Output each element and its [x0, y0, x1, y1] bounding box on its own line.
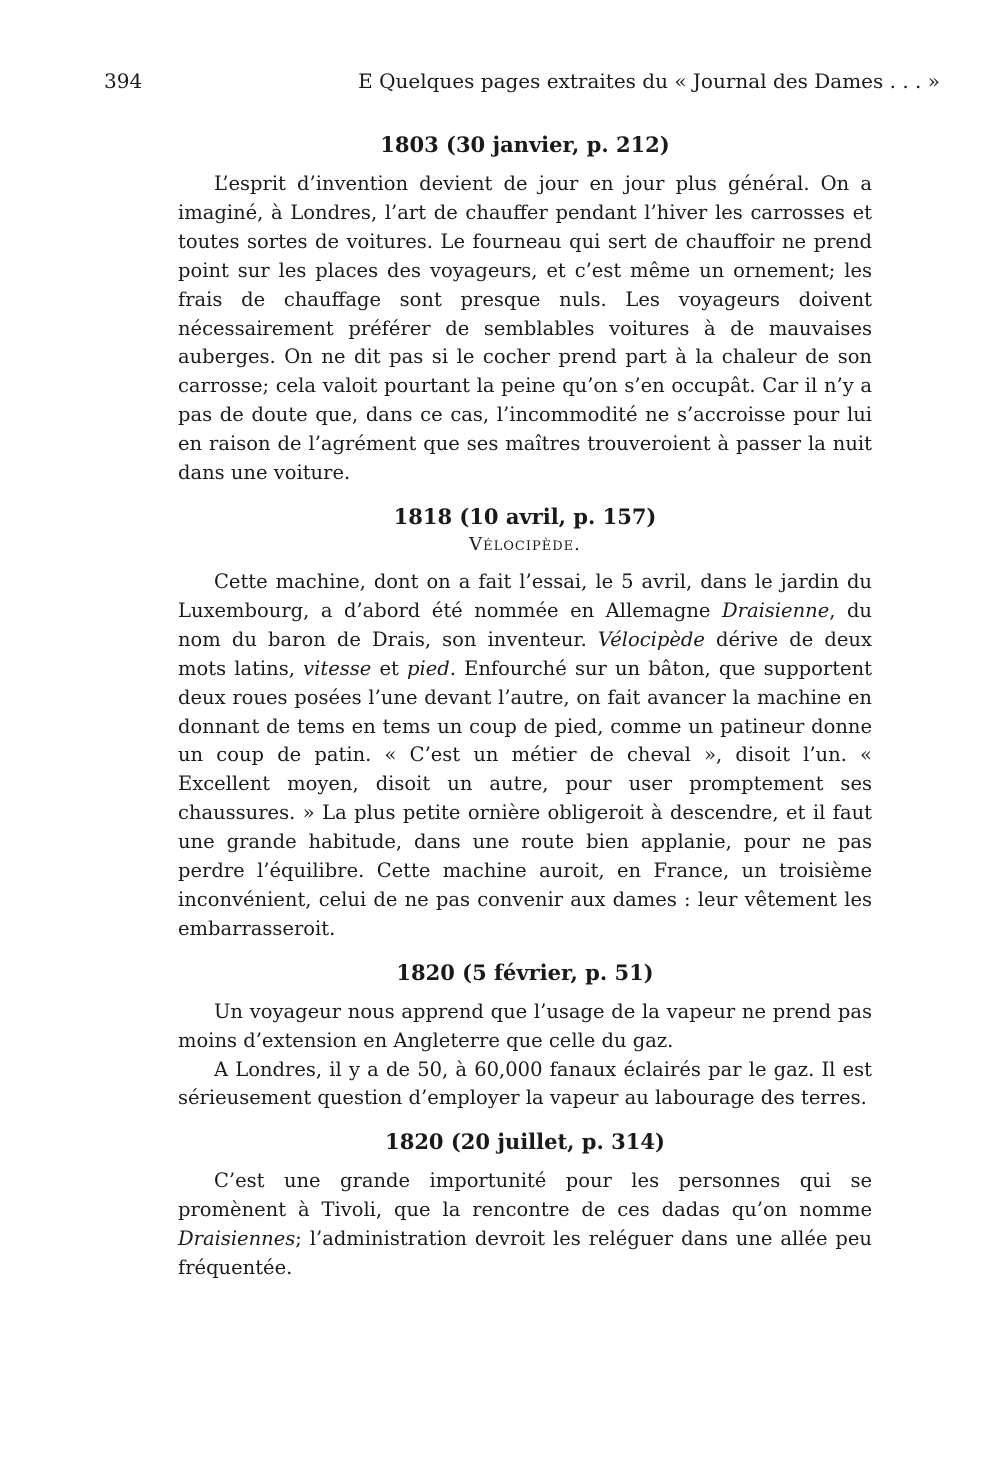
entry-subheading: Vélocipède.	[469, 533, 581, 555]
journal-entry-1820-fevrier	[178, 958, 872, 1114]
journal-entry-1818	[178, 502, 872, 944]
entry-paragraph: C’est une grande importunité pour les personnes qui se promènent à Tivoli, que la rencontre de ces dadas qu’on nomme Draisiennes; l’administration devroit les reléguer dans une allée peu fréquentée.	[178, 1169, 872, 1280]
entry-paragraph: A Londres, il y a de 50, à 60,000 fanaux éclairés par le gaz. Il est sérieusement question d’employer la vapeur au labourage des terres.	[178, 1057, 872, 1110]
entry-heading: 1820 (20 juillet, p. 314)	[385, 1129, 665, 1155]
italic-term: Vélocipède	[597, 627, 705, 651]
entry-heading: 1820 (5 février, p. 51)	[396, 959, 654, 985]
italic-term: vitesse	[303, 656, 372, 680]
running-head	[104, 66, 940, 96]
entry-heading: 1818 (10 avril, p. 157)	[393, 503, 657, 529]
entry-heading: 1803 (30 janvier, p. 212)	[380, 132, 670, 157]
page-content	[178, 130, 872, 1283]
italic-term: Draisienne	[721, 598, 830, 622]
italic-term: Draisiennes	[178, 1227, 296, 1251]
entry-paragraph: L’esprit d’invention devient de jour en jour plus général. On a imaginé, à Londres, l’art de chauffer pendant l’hiver les carrosses et toutes sortes de voitures. Le fourneau qui sert de chauffoir ne prend point sur les places des voyageurs, et c’est même un ornement; les frais de chauffage sont presque nuls. Les voyageurs doivent nécessairement préférer de semblables voitures à de mauvaises auberges. On ne dit pas si le cocher prend part à la chaleur de son carrosse; cela valoit pourtant la peine qu’on s’en occupât. Car il n’y a pas de doute que, dans ce cas, l’incommodité ne s’accroisse pour lui en raison de l’agrément que ses maîtres trouveroient à passer la nuit dans une voiture.	[178, 172, 872, 485]
entry-paragraph: Un voyageur nous apprend que l’usage de la vapeur ne prend pas moins d’extension en Angleterre que celle du gaz.	[178, 999, 872, 1052]
entry-paragraph: Cette machine, dont on a fait l’essai, le 5 avril, dans le jardin du Luxembourg, a d’abord été nommée en Allemagne Draisienne, du nom du baron de Drais, son inventeur. Vélocipède dérive de deux mots latins, vitesse et pied. Enfourché sur un bâton, que supportent deux roues posées l’une devant l’autre, on fait avancer la machine en donnant de tems en tems un coup de pied, comme un patineur donne un coup de patin. « C’est un métier de cheval », disoit l’un. « Excellent moyen, disoit un autre, pour user promptement ses chaussures. » La plus petite ornière obligeroit à descendre, et il faut une grande habitude, dans une route bien applanie, pour ne pas perdre l’équilibre. Cette machine auroit, en France, un troisième inconvénient, celui de ne pas convenir aux dames : leur vêtement les embarrasseroit.	[178, 569, 872, 940]
running-title: E Quelques pages extraites du « Journal des Dames . . . »	[358, 69, 940, 93]
journal-entry-1820-juillet	[178, 1127, 872, 1283]
page-number: 394	[104, 69, 143, 93]
italic-term: pied.	[407, 656, 456, 680]
journal-entry-1803	[178, 130, 872, 488]
